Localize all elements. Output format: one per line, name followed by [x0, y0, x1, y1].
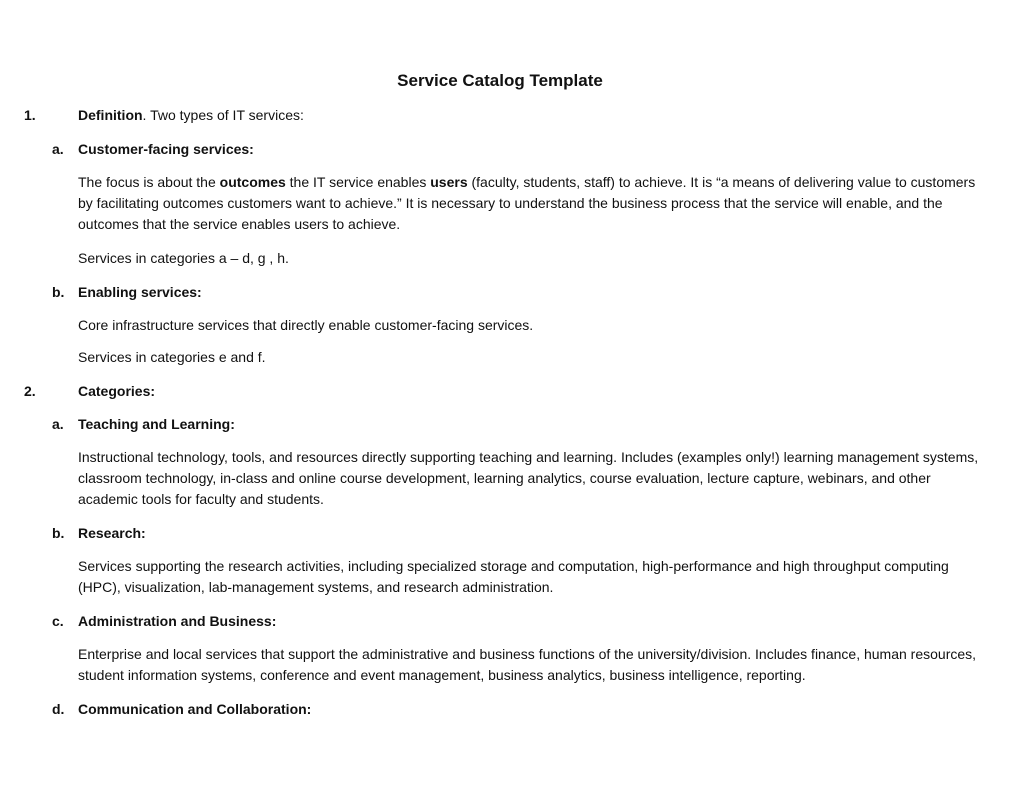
- bold-text-run: outcomes: [219, 174, 286, 190]
- paragraph: Services supporting the research activities, including specialized storage and computation, high-performance and high throughput computing (HPC), visualization, lab-management systems, and research administration.: [78, 558, 949, 595]
- section-number: 2.: [24, 383, 36, 399]
- document-title: Service Catalog Template: [397, 71, 603, 90]
- subsection-letter: d.: [52, 701, 65, 717]
- subsection-letter: c.: [52, 613, 64, 629]
- text-run: (faculty, students, staff) to achieve. It is “a means of delivering value to customers by facilitating outcomes customers want to achieve.” It is necessary to understand the business process that the service will enable, and the outcomes that the service enables users to achieve.: [78, 174, 976, 232]
- text-run: The focus is about the: [78, 174, 220, 190]
- subsection-heading: Administration and Business:: [78, 613, 277, 629]
- text-run: the IT service enables: [285, 174, 431, 190]
- paragraph: Core infrastructure services that directly enable customer-facing services.: [78, 317, 534, 333]
- subsection-heading: Research:: [78, 525, 146, 541]
- subsection-letter: a.: [52, 416, 64, 432]
- section-label: Definition: [78, 107, 143, 123]
- bold-text-run: users: [430, 174, 468, 190]
- section-number: 1.: [24, 107, 36, 123]
- subsection-heading: Communication and Collaboration:: [78, 701, 312, 717]
- paragraph: Services in categories e and f.: [78, 349, 266, 365]
- paragraph: [78, 172, 988, 235]
- section-heading: [78, 105, 304, 126]
- paragraph: Enterprise and local services that support the administrative and business functions of the university/division. Includes finance, human resources, student information systems, conference and event management, business analytics, business intelligence, reporting.: [78, 646, 977, 683]
- subsection-letter: a.: [52, 141, 64, 157]
- section-text: . Two types of IT services:: [142, 107, 304, 123]
- paragraph: Services in categories a – d, g , h.: [78, 250, 289, 266]
- subsection-letter: b.: [52, 284, 65, 300]
- section-label: Categories:: [78, 383, 156, 399]
- subsection-heading: Enabling services:: [78, 284, 202, 300]
- subsection-heading: Customer-facing services:: [78, 141, 254, 157]
- subsection-heading: Teaching and Learning:: [78, 416, 235, 432]
- paragraph: Instructional technology, tools, and resources directly supporting teaching and learning. Includes (examples only!) learning management systems, classroom technology, in-class and online course development, learning analytics, course evaluation, lecture capture, webinars, and other academic tools for faculty and students.: [78, 449, 979, 507]
- subsection-letter: b.: [52, 525, 65, 541]
